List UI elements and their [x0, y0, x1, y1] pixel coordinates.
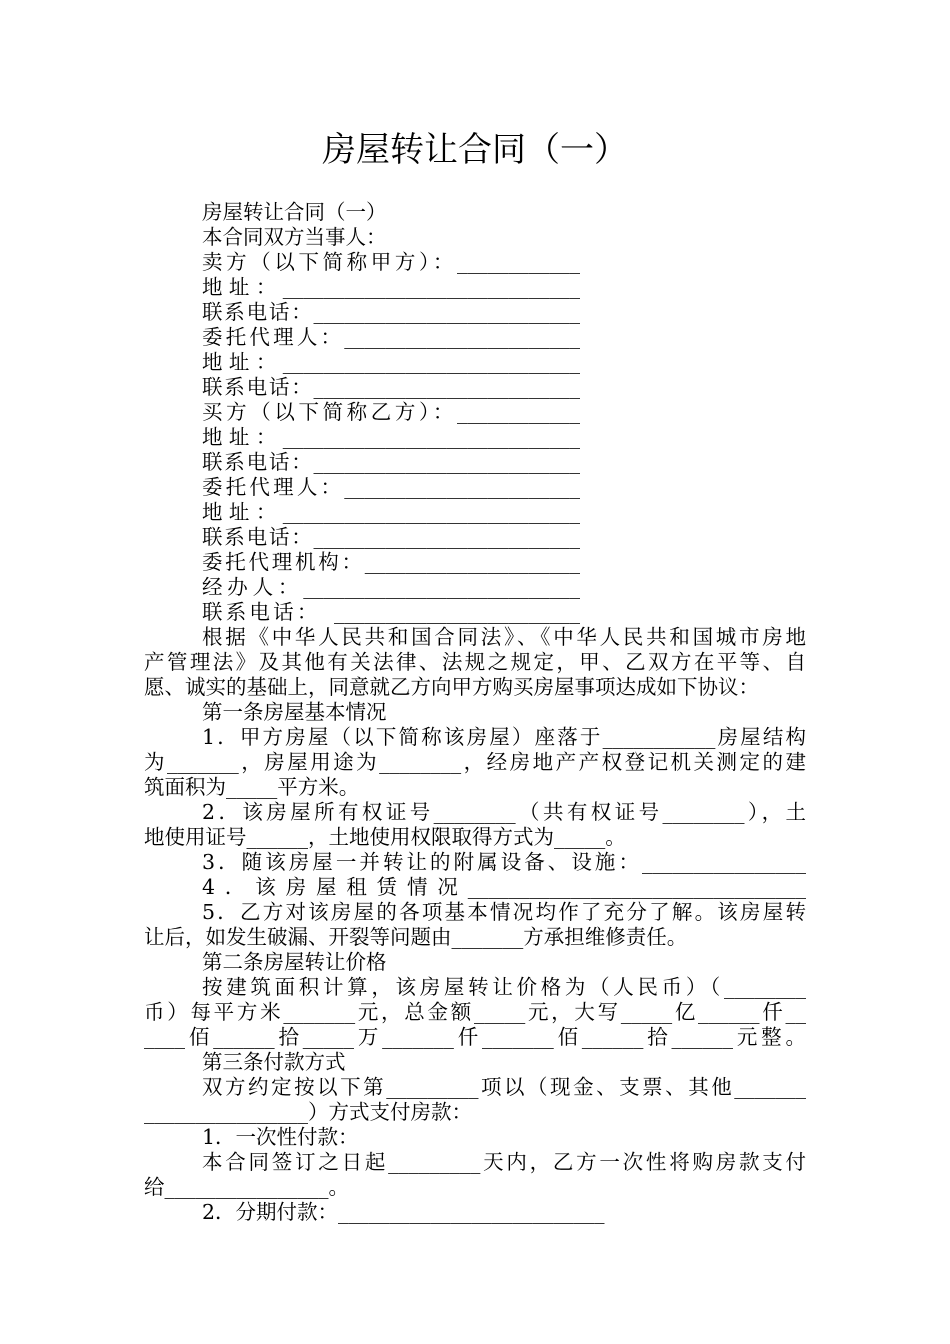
preamble-line-1: 根据《中华人民共和国合同法》、《中华人民共和国城市房地: [202, 625, 806, 649]
seller-agent-line: 委托代理人：_______________________: [202, 325, 580, 349]
buyer-agent-phone-line: 联系电话：__________________________: [202, 525, 580, 549]
parties-heading: 本合同双方当事人：: [202, 225, 387, 249]
article-3-line-1: 双方约定按以下第_________项以（现金、支票、其他_______: [202, 1075, 806, 1099]
installment-heading: 2．分期付款：__________________________: [202, 1200, 605, 1224]
article-3-line-2: ________________）方式支付房款：: [144, 1100, 472, 1124]
article-1-item-2-line-2: 地使用证号______，土地使用权限取得方式为_____。: [144, 825, 626, 849]
article-1-item-2-line-1: 2．该房屋所有权证号________（共有权证号________），土: [202, 800, 806, 824]
article-2-line-2: 币）每平方米_______元，总金额_____元，大写_____亿______仟__: [144, 1000, 806, 1024]
article-1-item-1-line-1: 1．甲方房屋（以下简称该房屋）座落于___________房屋结构: [202, 725, 806, 749]
agency-line: 委托代理机构：_____________________: [202, 550, 580, 574]
seller-agent-phone-line: 联系电话：__________________________: [202, 375, 580, 399]
subtitle-line: 房屋转让合同（一）: [202, 200, 387, 224]
article-2-line-3: ____佰______拾_____万_______仟_______佰______拾______元整。: [144, 1025, 806, 1049]
preamble-line-3: 愿、诚实的基础上，同意就乙方向甲方购买房屋事项达成如下协议：: [144, 675, 759, 699]
buyer-address-line: 地址：_____________________________: [202, 425, 580, 449]
article-3-heading: 第三条付款方式: [202, 1050, 346, 1074]
article-1-item-5-line-1: 5．乙方对该房屋的各项基本情况均作了充分了解。该房屋转: [202, 900, 806, 924]
lump-sum-line-1: 本合同签订之日起_________天内，乙方一次性将购房款支付: [202, 1150, 806, 1174]
lump-sum-heading: 1．一次性付款：: [202, 1125, 359, 1149]
article-1-item-1-line-2: 为_______，房屋用途为________，经房地产产权登记机关测定的建: [144, 750, 806, 774]
preamble-line-2: 产管理法》及其他有关法律、法规之规定，甲、乙双方在平等、自: [144, 650, 806, 674]
article-2-heading: 第二条房屋转让价格: [202, 950, 387, 974]
seller-line: 卖方（以下简称甲方）：____________: [202, 250, 580, 274]
buyer-line: 买方（以下简称乙方）：____________: [202, 400, 580, 424]
seller-agent-address-line: 地址：_____________________________: [202, 350, 580, 374]
buyer-agent-address-line: 地址：_____________________________: [202, 500, 580, 524]
article-1-item-1-line-3: 筑面积为_____平方米。: [144, 775, 360, 799]
buyer-agent-line: 委托代理人：_______________________: [202, 475, 580, 499]
article-2-line-1: 按建筑面积计算，该房屋转让价格为（人民币）（________: [202, 975, 806, 999]
handler-phone-line: 联系电话： ________________________: [202, 600, 580, 624]
article-1-item-5-line-2: 让后，如发生破漏、开裂等问题由_______方承担维修责任。: [144, 925, 688, 949]
article-1-item-3: 3．随该房屋一并转让的附属设备、设施：________________: [202, 850, 806, 874]
lump-sum-line-2: 给________________。: [144, 1175, 349, 1199]
article-1-heading: 第一条房屋基本情况: [202, 700, 387, 724]
handler-line: 经办人：___________________________: [202, 575, 580, 599]
seller-address-line: 地址：_____________________________: [202, 275, 580, 299]
seller-phone-line: 联系电话：__________________________: [202, 300, 580, 324]
buyer-phone-line: 联系电话：__________________________: [202, 450, 580, 474]
document-title: 房屋转让合同（一）: [322, 130, 628, 170]
article-1-item-4: 4．该房屋租赁情况_________________________________: [202, 875, 806, 899]
